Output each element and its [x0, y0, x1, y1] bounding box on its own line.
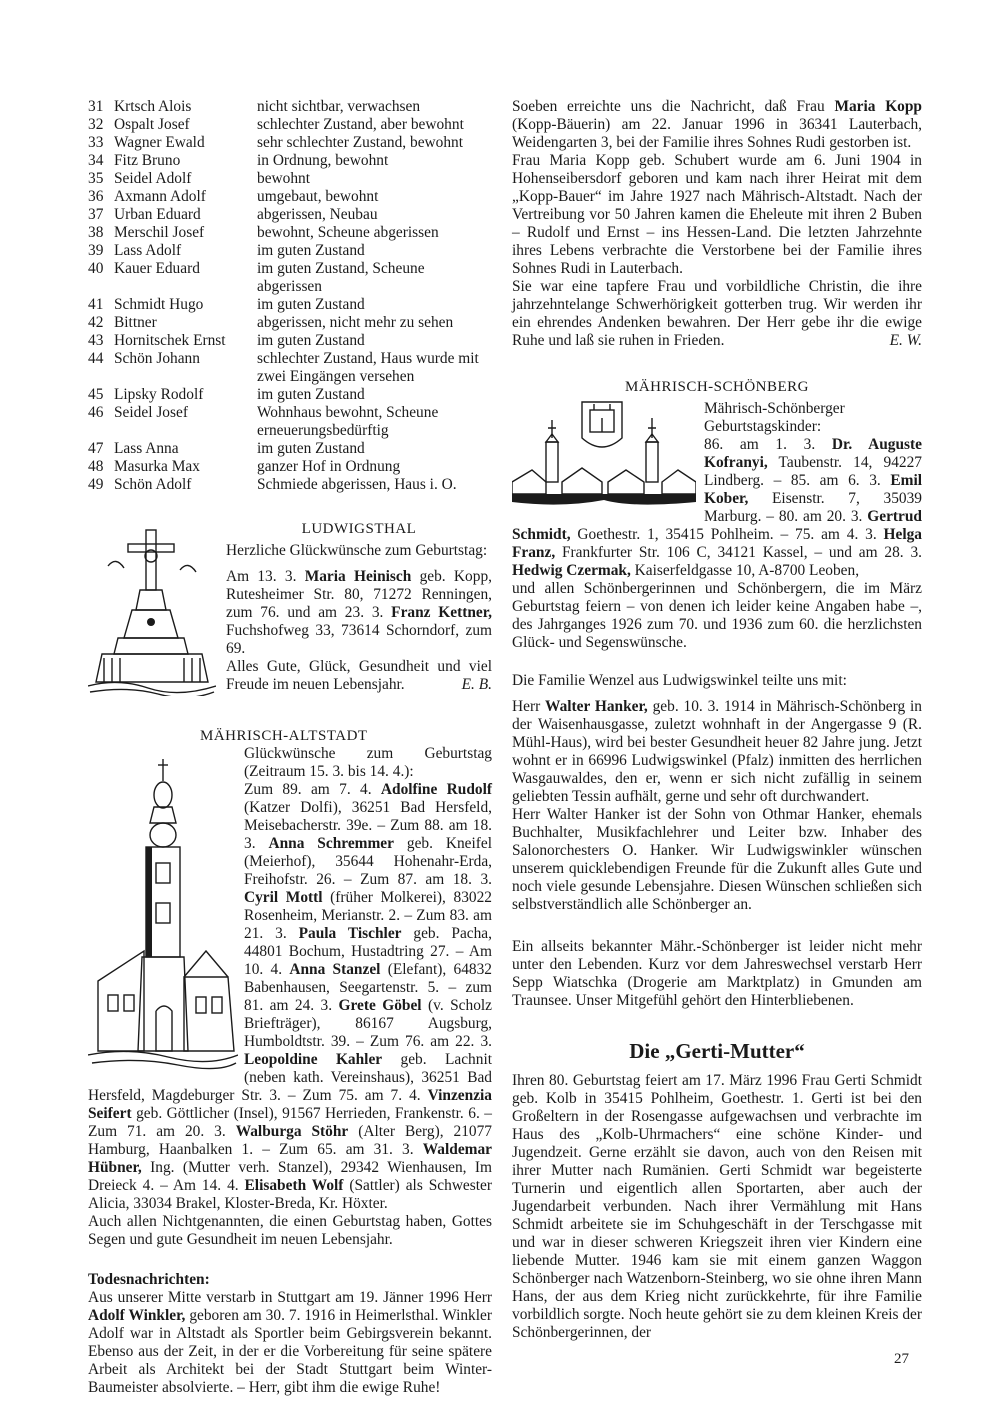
person-name: Cyril Mottl	[244, 889, 323, 906]
house-condition: bewohnt	[257, 170, 311, 187]
house-condition: schlechter Zustand, aber bewohnt	[257, 116, 464, 133]
person-name: Adolfine Rudolf	[380, 781, 492, 798]
table-row	[88, 224, 492, 242]
owner-name: Masurka Max	[114, 458, 200, 475]
person-name: Hedwig Czermak,	[512, 562, 631, 579]
table-row	[88, 350, 492, 386]
house-condition: Schmiede abgerissen, Haus i. O.	[257, 476, 457, 493]
owner-name: Fitz Bruno	[114, 152, 181, 169]
owner-name: Schön Johann	[114, 350, 200, 367]
owner-name: Wagner Ewald	[114, 134, 205, 151]
person-name: Helga Franz,	[512, 526, 922, 561]
table-row	[88, 404, 492, 440]
house-condition: bewohnt, Scheune abgerissen	[257, 224, 439, 241]
house-number: 41	[88, 296, 104, 313]
person-name: Franz Kettner,	[391, 604, 492, 621]
house-condition: im guten Zustand	[257, 242, 365, 259]
person-name: Elisabeth Wolf	[244, 1177, 344, 1194]
altstadt-birthdays: Zum 89. am 7. 4. Adolfine Rudolf (Katzer Dolfi), 36251 Bad Hersfeld, Meisebacherstr. 39e. – Zum 88. am 18. 3. Anna Schremmer geb. Kneifel (Meierhof), 35644 Hohenahr-Erda, Freihofstr. 26. – Zum 87. am 18. 3. Cyril Mottl (früher Molkerei), 83022 Rosenheim, Merianstr. 2. – Zum 83. am 21. 3. Paula Tischler geb. Pacha, 44801 Bochum, Hustadtring 27. – Am 10. 4. Anna Stanzel (Elefant), 64832 Babenhausen, Seegartenstr. 5. – zum 81. am 24. 3. Grete Göbel (v. Scholz Briefträger), 86167 Augsburg, Humboldtstr. 39. – Zum 76. am 22. 3. Leopoldine Kahler geb. Lachnit (neben kath. Vereinshaus), 36251 Bad Hersfeld, Magdeburger Str. 3. – Zum 75. am 7. 4. Vinzenzia Seifert geb. Göttlicher (Insel), 91567 Herrieden, Frankenstr. 6. – Zum 71. am 20. 3. Walburga Stöhr (Alter Berg), 21077 Hamburg, Haanbalken 1. – Zum 65. am 31. 3. Waldemar Hübner, Ing. (Mutter verh. Stanzel), 29342 Wienhausen, Im Dreieck 4. – Am 14. 4. Elisabeth Wolf (Sattler) als Schwester Alicia, 33034 Brakel, Kloster-Breda, Kr. Höxter.	[88, 781, 492, 1212]
ludwigsthal-closing-text: Alles Gute, Glück, Gesundheit und viel Freude im neuen Lebensjahr.	[226, 658, 492, 693]
house-condition: abgerissen, nicht mehr zu sehen	[257, 314, 454, 331]
person-name: Walter Hanker,	[545, 698, 648, 715]
death-notices-heading: Todesnachrichten:	[88, 1271, 210, 1288]
altstadt-section	[88, 727, 492, 1249]
house-condition: im guten Zustand	[257, 386, 365, 403]
table-row	[88, 314, 492, 332]
kopp-paragraph-3-text: Sie war eine tapfere Frau und vorbildliche Christin, die ihre jahrzehntelange Schwerhörigkeit gotterben trug. Wir werden ihr ein ehrendes Andenken bewahren. Der Herr gebe ihr die ewige Ruhe und laß sie ruhen in Frieden.	[512, 278, 922, 349]
wayside-cross-vignette	[88, 520, 226, 701]
house-number: 36	[88, 188, 104, 205]
house-number: 44	[88, 350, 104, 367]
house-condition: ganzer Hof in Ordnung	[257, 458, 401, 475]
person-name: Adolf Winkler,	[88, 1307, 186, 1324]
person-name: Anna Stanzel	[289, 961, 381, 978]
house-condition: nicht sichtbar, verwachsen	[257, 98, 421, 115]
gerti-article	[512, 1038, 922, 1342]
owner-name: Lass Anna	[114, 440, 179, 457]
table-row	[88, 116, 492, 134]
ludwigsthal-signature: E. B.	[461, 676, 492, 693]
table-row	[88, 458, 492, 476]
house-number: 42	[88, 314, 104, 331]
owner-name: Schmidt Hugo	[114, 296, 204, 313]
house-number: 43	[88, 332, 104, 349]
person-name: Paula Tischler	[298, 925, 402, 942]
house-number: 31	[88, 98, 104, 115]
death-notices-section	[88, 1271, 492, 1397]
owner-name: Lipsky Rodolf	[114, 386, 204, 403]
house-number: 45	[88, 386, 104, 403]
person-name: Dr. Auguste Kofranyi,	[704, 436, 922, 471]
owner-name: Kauer Eduard	[114, 260, 200, 277]
table-row	[88, 206, 492, 224]
table-row	[88, 386, 492, 404]
ludwigsthal-section	[88, 520, 492, 701]
house-number: 34	[88, 152, 104, 169]
house-condition: abgerissen, Neubau	[257, 206, 378, 223]
house-condition: Wohnhaus bewohnt, Scheune erneuerungsbedürftig	[257, 404, 439, 439]
owner-name: Seidel Adolf	[114, 170, 192, 187]
owner-name: Lass Adolf	[114, 242, 182, 259]
owner-name: Bittner	[114, 314, 157, 331]
house-number: 33	[88, 134, 104, 151]
kopp-signature: E. W.	[889, 332, 922, 349]
kopp-paragraph-1: Soeben erreichte uns die Nachricht, daß Frau Maria Kopp (Kopp-Bäuerin) am 22. Januar 1996 in 36341 Lauterbach, Weidengarten 3, bei der Familie ihres Sohnes Rudi gestorben ist.	[512, 98, 922, 151]
house-condition-table	[88, 98, 492, 494]
wenzel-intro: Die Familie Wenzel aus Ludwigswinkel teilte uns mit:	[512, 672, 847, 689]
owner-name: Urban Eduard	[114, 206, 201, 223]
owner-name: Ospalt Josef	[114, 116, 190, 133]
house-condition: im guten Zustand	[257, 332, 365, 349]
page-number: 27	[894, 1351, 909, 1367]
wenzel-section	[512, 672, 922, 914]
table-row	[88, 476, 492, 494]
person-name: Maria Kopp	[834, 98, 922, 115]
house-condition: im guten Zustand	[257, 296, 365, 313]
gerti-body: Ihren 80. Geburtstag feiert am 17. März 1996 Frau Gerti Schmidt geb. Kolb in 35415 Pohlheim, Goethestr. 1. Gerti ist bei den Großeltern in der Rosengasse aufgewachsen und verbrachte im Haus des „Kolb-Uhrmachers“ eine schöne Kinder- und Jugendzeit. Gerne erzählt sie davon, auch von den Reisen mit ihrer Mutter nach Rumänien. Gerti Schmidt war begeisterte Turnerin und eigentlich allen Sportarten, aber auch der Jugendarbeit verbunden. Nach ihrer Vermählung mit Hans Schmidt arbeitete sie im Schuhgeschäft in der Terschgasse mit und war in dieser schweren Kriegszeit ihren vier Kindern eine liebende Mutter. 1946 kam sie mit einem ganzen Waggon Schönberger nach Watzenborn-Steinberg, wo sie ohne ihren Mann Hans, der aus dem Krieg nicht zurückkehrte, für ihre Familie vorbildlich sorgte. Noch heute gehört sie zu dem kleinen Kreis der Schönbergerinnen, der	[512, 1072, 922, 1341]
kopp-paragraph-2: Frau Maria Kopp geb. Schubert wurde am 6. Juni 1904 in Hohenseibersdorf geboren und kam nach ihrer Heirat mit dem „Kopp-Bauer“ im Jahre 1927 nach Mährisch-Altstadt. Nach der Vertreibung vor 50 Jahren kamen die Eheleute mit ihren 2 Buben – Rudolf und Ernst – ins Hessen-Land. Die letzten Jahrzehnte ihres Lebens verbrachte die Verstorbene bei der Familie ihres Sohnes Rudi in Lauterbach.	[512, 152, 922, 277]
house-condition: sehr schlechter Zustand, bewohnt	[257, 134, 464, 151]
table-row	[88, 296, 492, 314]
kopp-paragraph-3	[512, 278, 922, 350]
wiatschka-notice: Ein allseits bekannter Mähr.-Schönberger ist leider nicht mehr unter den Lebenden. Kurz vor dem Jahreswechsel verstarb Herr Sepp Wiatschka (Drogerie am Marktplatz) in Gmunden am Traunsee. Unser Mitgefühl gehört den Hinterbliebenen.	[512, 938, 922, 1009]
owner-name: Schön Adolf	[114, 476, 192, 493]
house-number: 48	[88, 458, 104, 475]
altstadt-intro: Glückwünsche zum Geburtstag (Zeitraum 15. 3. bis 14. 4.):	[244, 745, 492, 780]
house-number: 32	[88, 116, 104, 133]
owner-name: Hornitschek Ernst	[114, 332, 226, 349]
house-number: 46	[88, 404, 104, 421]
person-name: Emil Kober,	[704, 472, 922, 507]
ludwigsthal-birthdays: Am 13. 3. Maria Heinisch geb. Kopp, Rutesheimer Str. 80, 71272 Renningen, zum 76. und am 23. 3. Franz Kettner, Fuchshofweg 33, 73614 Schorndorf, zum 69.	[226, 568, 492, 657]
church-vignette	[88, 745, 240, 1081]
town-vignette	[512, 396, 698, 510]
schoenberg-intro: Mährisch-Schönberger Geburtstagskinder:	[704, 400, 845, 435]
ludwigsthal-heading: LUDWIGSTHAL	[301, 521, 417, 537]
left-column	[88, 98, 492, 1397]
table-row	[88, 332, 492, 350]
ludwigsthal-closing	[226, 658, 492, 694]
house-condition: schlechter Zustand, Haus wurde mit zwei Eingängen versehen	[257, 350, 479, 385]
person-name: Waldemar Hübner,	[88, 1141, 492, 1176]
church-tower-icon	[88, 751, 238, 1071]
death-notice-winkler: Aus unserer Mitte verstarb in Stuttgart am 19. Jänner 1996 Herr Adolf Winkler, geboren am 30. 7. 1916 in Heimerlsthal. Winkler Adolf war in Altstadt als Sportler beim Gebirgsverein bekannt. Ebenso aus der Zeit, in der er die Vorbereitung für seine spätere Arbeit als Architekt bei der Stadt Stuttgart beim Winter-Baumeister absolvierte. – Herr, gibt ihm die ewige Ruhe!	[88, 1289, 492, 1396]
house-number: 40	[88, 260, 104, 277]
house-condition: im guten Zustand	[257, 440, 365, 457]
house-number: 37	[88, 206, 104, 223]
table-row	[88, 260, 492, 296]
schoenberg-birthdays: 86. am 1. 3. Dr. Auguste Kofranyi, Taubenstr. 14, 94227 Lindberg. – 85. am 6. 3. Emil Kober, Eisenstr. 7, 35039 Marburg. – 80. am 20. 3. Gertrud Schmidt, Goethestr. 1, 35415 Pohlheim. – 75. am 4. 3. Helga Franz, Frankfurter Str. 106 C, 34121 Kassel, – und am 28. 3. Hedwig Czermak, Kaiserfeldgasse 10, A-8700 Leoben,	[512, 436, 922, 579]
wenzel-paragraph-1: Herr Walter Hanker, geb. 10. 3. 1914 in Mährisch-Schönberg in der Waisenhausgasse, zuletzt wohnhaft in der Angergasse 9 (R. Mühl-Haus), wird bei bester Gesundheit heuer 82 Jahre jung. Jetzt wohnt er in 66996 Ludwigswinkel (Pfalz) inmitten des herrlichen Wasgauwaldes, den er, wenn er sich nicht zufällig in seinem geliebten Tessin aufhält, gerne und sehr oft durchwandert.	[512, 698, 922, 805]
house-number: 38	[88, 224, 104, 241]
altstadt-closing: Auch allen Nichtgenannten, die einen Geburtstag haben, Gottes Segen und gute Gesundheit im neuen Lebensjahr.	[88, 1213, 492, 1248]
owner-name: Krtsch Alois	[114, 98, 192, 115]
kopp-obituary	[512, 98, 922, 350]
house-condition: im guten Zustand, Scheune abgerissen	[257, 260, 425, 295]
schoenberg-section	[512, 378, 922, 652]
person-name: Maria Heinisch	[304, 568, 412, 585]
altstadt-heading: MÄHRISCH-ALTSTADT	[200, 728, 368, 744]
person-name: Leopoldine Kahler	[244, 1051, 383, 1068]
schoenberg-closing: und allen Schönbergerinnen und Schönbergern, die im März Geburtstag feiern – von denen ich leider keine Angaben habe –, des Jahrganges 1926 zum 70. und 1936 zum 60. die herzlichsten Glück- und Segenswünsche.	[512, 580, 922, 651]
house-number: 49	[88, 476, 104, 493]
house-number: 39	[88, 242, 104, 259]
table-row	[88, 152, 492, 170]
person-name: Vinzenzia Seifert	[88, 1087, 492, 1122]
owner-name: Seidel Josef	[114, 404, 188, 421]
house-condition: in Ordnung, bewohnt	[257, 152, 389, 169]
town-with-coat-of-arms-icon	[512, 398, 696, 508]
house-number: 35	[88, 170, 104, 187]
table-row	[88, 188, 492, 206]
person-name: Anna Schremmer	[268, 835, 394, 852]
table-row	[88, 134, 492, 152]
table-row	[88, 98, 492, 116]
schoenberg-heading: MÄHRISCH-SCHÖNBERG	[624, 379, 810, 395]
table-row	[88, 242, 492, 260]
table-row	[88, 170, 492, 188]
wenzel-paragraph-2: Herr Walter Hanker ist der Sohn von Othmar Hanker, ehemals Buchhalter, Musikfachlehrer und Leiter bzw. Inhaber des Salonorchesters O. Hanker. Wir Ludwigswinkler wünschen unserem quicklebendigen Freunde für die Zukunft alles Gute und noch viele gesunde Lebensjahre. Diesen Wünschen schließen sich selbstverständlich alle Schönberger an.	[512, 806, 922, 913]
house-number: 47	[88, 440, 104, 457]
table-row	[88, 440, 492, 458]
ludwigsthal-intro: Herzliche Glückwünsche zum Geburtstag:	[226, 542, 488, 559]
person-name: Grete Göbel	[338, 997, 422, 1014]
owner-name: Axmann Adolf	[114, 188, 206, 205]
person-name: Walburga Stöhr	[235, 1123, 349, 1140]
gerti-title: Die „Gerti-Mutter“	[629, 1039, 805, 1063]
owner-name: Merschil Josef	[114, 224, 205, 241]
wayside-cross-icon	[88, 526, 216, 696]
house-condition: umgebaut, bewohnt	[257, 188, 379, 205]
person-name: Gertrud Schmidt,	[512, 508, 922, 543]
right-column	[512, 98, 922, 1342]
